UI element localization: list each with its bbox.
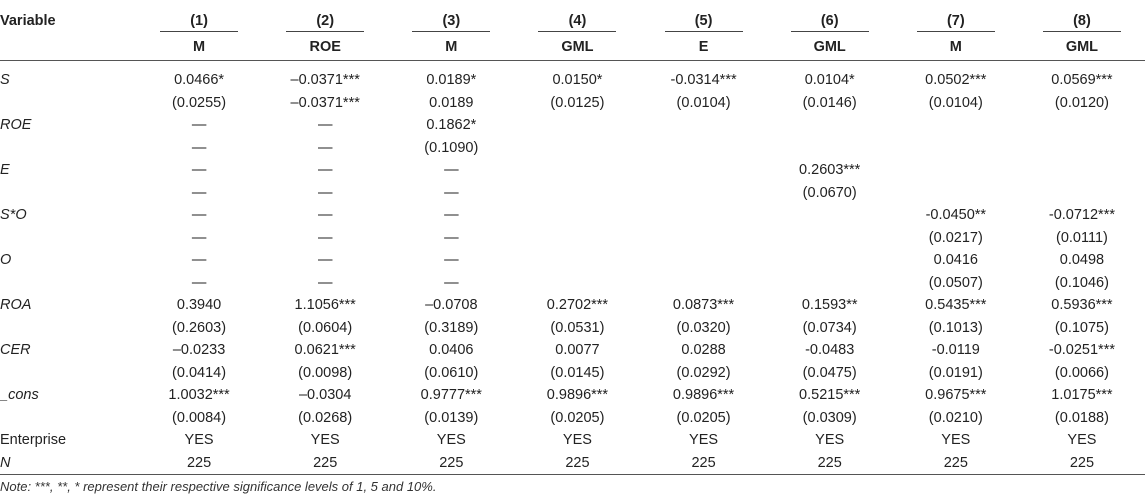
column-number-text: (8) bbox=[1043, 11, 1121, 32]
table-cell: 0.0104* bbox=[804, 72, 855, 88]
table-cell: 0.9675*** bbox=[925, 387, 987, 403]
table-row bbox=[0, 159, 1145, 182]
table-cell: — bbox=[317, 117, 333, 133]
table-cell: 0.3940 bbox=[176, 297, 222, 313]
table-cell: — bbox=[317, 229, 333, 246]
table-cell: — bbox=[444, 207, 459, 223]
table-cell: — bbox=[317, 184, 333, 201]
table-cell: 1.1056*** bbox=[294, 297, 356, 313]
table-cell: — bbox=[444, 252, 459, 268]
table-row bbox=[0, 384, 1145, 407]
table-cell: (0.0146) bbox=[802, 94, 857, 111]
table-cell: — bbox=[191, 162, 207, 178]
table-cell: 0.1862* bbox=[426, 117, 477, 133]
table-cell: (0.0531) bbox=[550, 319, 605, 336]
table-cell: (0.0104) bbox=[928, 94, 983, 111]
table-cell: YES bbox=[1067, 432, 1097, 448]
table-cell: (0.0292) bbox=[676, 364, 731, 381]
table-cell: 225 bbox=[388, 452, 514, 475]
row-label: CER bbox=[0, 342, 31, 358]
table-cell: 0.2603*** bbox=[799, 162, 861, 178]
table-cell bbox=[641, 249, 767, 272]
variable-header: Variable bbox=[0, 13, 56, 29]
empty-header-cell bbox=[0, 34, 136, 61]
column-number bbox=[767, 8, 893, 34]
dependent-variable-row bbox=[0, 34, 1145, 61]
table-row bbox=[0, 407, 1145, 430]
table-cell: 0.0498 bbox=[1059, 252, 1105, 268]
column-number bbox=[893, 8, 1019, 34]
dependent-variable: ROE bbox=[262, 34, 388, 61]
column-number-text: (3) bbox=[412, 11, 490, 32]
column-number-row bbox=[0, 8, 1145, 34]
row-label bbox=[0, 407, 136, 430]
table-note: Note: ***, **, * represent their respective significance levels of 1, 5 and 10%. bbox=[0, 479, 437, 494]
table-cell bbox=[641, 227, 767, 250]
table-row bbox=[0, 227, 1145, 250]
table-row bbox=[0, 92, 1145, 115]
table-cell: 0.9896*** bbox=[672, 387, 735, 403]
table-cell: YES bbox=[689, 432, 719, 448]
row-label bbox=[0, 92, 136, 115]
table-cell: — bbox=[191, 117, 207, 133]
row-label: S bbox=[0, 72, 10, 88]
row-label bbox=[0, 137, 136, 160]
table-cell: 0.5435*** bbox=[925, 297, 987, 313]
table-cell bbox=[1019, 159, 1145, 182]
table-cell: (0.0507) bbox=[928, 274, 983, 291]
table-cell: (0.0255) bbox=[172, 94, 227, 111]
table-cell: 0.0288 bbox=[681, 342, 726, 358]
table-cell bbox=[514, 204, 640, 227]
table-cell bbox=[514, 159, 640, 182]
table-cell: 0.1593** bbox=[801, 297, 858, 313]
table-row bbox=[0, 69, 1145, 92]
table-cell: -0.0712*** bbox=[1048, 207, 1115, 223]
table-row bbox=[0, 204, 1145, 227]
table-cell: YES bbox=[436, 432, 466, 448]
table-cell: 225 bbox=[262, 452, 388, 475]
table-cell: (0.3189) bbox=[424, 319, 479, 336]
table-cell: — bbox=[191, 252, 207, 268]
table-cell: (0.0604) bbox=[298, 319, 353, 336]
table-cell: — bbox=[444, 184, 459, 201]
column-number bbox=[262, 8, 388, 34]
row-label: ROE bbox=[0, 117, 32, 133]
table-cell: 0.0873*** bbox=[672, 297, 735, 313]
table-cell: YES bbox=[815, 432, 845, 448]
table-cell bbox=[767, 137, 893, 160]
table-row bbox=[0, 362, 1145, 385]
table-cell: (0.0104) bbox=[676, 94, 731, 111]
table-cell bbox=[1019, 137, 1145, 160]
table-cell: YES bbox=[310, 432, 340, 448]
row-label: O bbox=[0, 252, 12, 268]
column-number bbox=[641, 8, 767, 34]
table-cell: (0.0670) bbox=[802, 184, 857, 201]
table-cell: -0.0314*** bbox=[670, 72, 737, 88]
table-cell: 0.9896*** bbox=[546, 387, 609, 403]
table-cell: 0.5215*** bbox=[799, 387, 861, 403]
table-cell: — bbox=[191, 274, 207, 291]
table-cell bbox=[767, 249, 893, 272]
table-row bbox=[0, 114, 1145, 137]
row-label bbox=[0, 317, 136, 340]
table-cell: (0.0139) bbox=[424, 409, 479, 426]
table-row bbox=[0, 272, 1145, 295]
row-label: E bbox=[0, 162, 10, 178]
table-cell: — bbox=[317, 252, 333, 268]
table-cell: (0.0084) bbox=[172, 409, 227, 426]
table-cell: — bbox=[317, 207, 333, 223]
row-label bbox=[0, 272, 136, 295]
table-cell: — bbox=[191, 207, 207, 223]
table-cell: YES bbox=[184, 432, 214, 448]
table-cell bbox=[514, 182, 640, 205]
table-cell: (0.0320) bbox=[676, 319, 731, 336]
row-label: N bbox=[0, 452, 136, 475]
table-row bbox=[0, 339, 1145, 362]
table-cell: –0.0304 bbox=[298, 387, 352, 403]
table-cell: (0.0066) bbox=[1054, 364, 1109, 381]
table-cell: (0.0475) bbox=[802, 364, 857, 381]
table-cell: (0.1075) bbox=[1054, 319, 1109, 336]
table-row bbox=[0, 317, 1145, 340]
table-cell: -0.0483 bbox=[805, 342, 855, 358]
table-cell: — bbox=[444, 274, 459, 291]
table-body bbox=[0, 61, 1145, 475]
table-cell: 1.0175*** bbox=[1051, 387, 1113, 403]
row-label bbox=[0, 227, 136, 250]
regression-table bbox=[0, 8, 1145, 475]
table-row bbox=[0, 249, 1145, 272]
table-cell: (0.0268) bbox=[298, 409, 353, 426]
table-cell: — bbox=[317, 274, 333, 291]
table-cell bbox=[893, 137, 1019, 160]
dependent-variable: GML bbox=[514, 34, 640, 61]
table-cell: (0.0125) bbox=[550, 94, 605, 111]
table-cell: 0.0621*** bbox=[294, 342, 356, 358]
table-cell bbox=[514, 114, 640, 137]
column-number-text: (7) bbox=[917, 11, 995, 32]
table-cell bbox=[641, 114, 767, 137]
table-cell: -0.0450** bbox=[925, 207, 987, 223]
table-cell: 0.9777*** bbox=[420, 387, 482, 403]
table-cell: (0.0734) bbox=[802, 319, 857, 336]
table-cell: (0.2603) bbox=[172, 319, 227, 336]
table-cell: 225 bbox=[641, 452, 767, 475]
table-cell: (0.0120) bbox=[1054, 94, 1109, 111]
table-cell: 0.0077 bbox=[555, 342, 600, 358]
column-number bbox=[388, 8, 514, 34]
table-cell: 0.0502*** bbox=[925, 72, 987, 88]
table-cell: (0.0610) bbox=[424, 364, 479, 381]
table-cell: 0.0189* bbox=[426, 72, 477, 88]
table-cell: (0.1046) bbox=[1054, 274, 1109, 291]
table-row bbox=[0, 137, 1145, 160]
table-cell: (0.0098) bbox=[298, 364, 353, 381]
dependent-variable: M bbox=[388, 34, 514, 61]
table-cell bbox=[514, 137, 640, 160]
table-cell: — bbox=[317, 162, 333, 178]
table-cell bbox=[767, 114, 893, 137]
table-cell: –0.0371*** bbox=[290, 94, 360, 111]
table-cell bbox=[641, 204, 767, 227]
table-cell: (0.0145) bbox=[550, 364, 605, 381]
table-cell bbox=[641, 159, 767, 182]
column-number-text: (5) bbox=[665, 11, 743, 32]
column-number bbox=[514, 8, 640, 34]
spacer-row bbox=[0, 61, 1145, 70]
table-cell: 0.0150* bbox=[552, 72, 603, 88]
table-cell: — bbox=[444, 229, 459, 246]
table-cell bbox=[893, 182, 1019, 205]
row-label: _cons bbox=[0, 387, 39, 403]
table-cell: 0.0466* bbox=[174, 72, 225, 88]
spacer-cell bbox=[0, 61, 1145, 70]
table-cell: (0.0205) bbox=[550, 409, 605, 426]
table-cell: — bbox=[191, 229, 207, 246]
table-cell: 0.0406 bbox=[429, 342, 474, 358]
table-cell bbox=[514, 272, 640, 295]
table-cell: –0.0371*** bbox=[290, 72, 360, 88]
table-cell bbox=[1019, 182, 1145, 205]
table-cell: 0.0416 bbox=[933, 252, 978, 268]
row-label bbox=[0, 182, 136, 205]
table-cell bbox=[641, 272, 767, 295]
table-cell: (0.1090) bbox=[424, 139, 479, 156]
table-cell: 0.0189 bbox=[429, 94, 474, 111]
table-cell: 225 bbox=[514, 452, 640, 475]
table-cell: 0.2702*** bbox=[546, 297, 609, 313]
table-cell bbox=[893, 159, 1019, 182]
table-row bbox=[0, 429, 1145, 452]
table-cell: -0.0251*** bbox=[1048, 342, 1115, 358]
table-cell: 225 bbox=[1019, 452, 1145, 475]
table-cell: (0.0217) bbox=[928, 229, 983, 246]
table-cell: 225 bbox=[767, 452, 893, 475]
table-cell: (0.0414) bbox=[172, 364, 227, 381]
dependent-variable: GML bbox=[1019, 34, 1145, 61]
row-label: Enterprise bbox=[0, 432, 67, 448]
column-number bbox=[136, 8, 262, 34]
table-cell: (0.0210) bbox=[928, 409, 983, 426]
table-cell bbox=[893, 114, 1019, 137]
dependent-variable: M bbox=[893, 34, 1019, 61]
table-cell: 1.0032*** bbox=[168, 387, 230, 403]
table-cell bbox=[514, 227, 640, 250]
table-row bbox=[0, 182, 1145, 205]
table-cell: (0.0111) bbox=[1056, 229, 1108, 246]
table-cell: (0.0309) bbox=[802, 409, 857, 426]
table-cell: YES bbox=[562, 432, 592, 448]
table-cell: — bbox=[191, 184, 207, 201]
column-number-text: (6) bbox=[791, 11, 869, 32]
column-number-text: (4) bbox=[538, 11, 616, 32]
dependent-variable: GML bbox=[767, 34, 893, 61]
table-cell: (0.1013) bbox=[928, 319, 983, 336]
table-row bbox=[0, 294, 1145, 317]
table-cell bbox=[767, 227, 893, 250]
table-row bbox=[0, 452, 1145, 475]
row-label: ROA bbox=[0, 297, 32, 313]
column-number bbox=[1019, 8, 1145, 34]
table-cell: 225 bbox=[136, 452, 262, 475]
table-cell: –0.0233 bbox=[172, 342, 226, 358]
table-cell: — bbox=[317, 139, 333, 156]
table-cell: (0.0191) bbox=[928, 364, 983, 381]
table-cell: — bbox=[191, 139, 207, 156]
table-cell bbox=[641, 137, 767, 160]
table-cell bbox=[767, 272, 893, 295]
dependent-variable: E bbox=[641, 34, 767, 61]
table-cell: –0.0708 bbox=[425, 297, 478, 313]
table-cell bbox=[514, 249, 640, 272]
table-cell: -0.0119 bbox=[931, 342, 980, 358]
row-label bbox=[0, 362, 136, 385]
table-cell: (0.0188) bbox=[1054, 409, 1109, 426]
table-cell: YES bbox=[941, 432, 971, 448]
table-cell: 225 bbox=[893, 452, 1019, 475]
column-number-text: (1) bbox=[160, 11, 238, 32]
dependent-variable: M bbox=[136, 34, 262, 61]
table-cell bbox=[641, 182, 767, 205]
table-cell: (0.0205) bbox=[676, 409, 731, 426]
table-cell: — bbox=[444, 162, 459, 178]
table-cell bbox=[1019, 114, 1145, 137]
row-label: S*O bbox=[0, 207, 27, 223]
table-cell: 0.5936*** bbox=[1051, 297, 1113, 313]
table-cell bbox=[767, 204, 893, 227]
table-cell: 0.0569*** bbox=[1051, 72, 1113, 88]
column-number-text: (2) bbox=[286, 11, 364, 32]
